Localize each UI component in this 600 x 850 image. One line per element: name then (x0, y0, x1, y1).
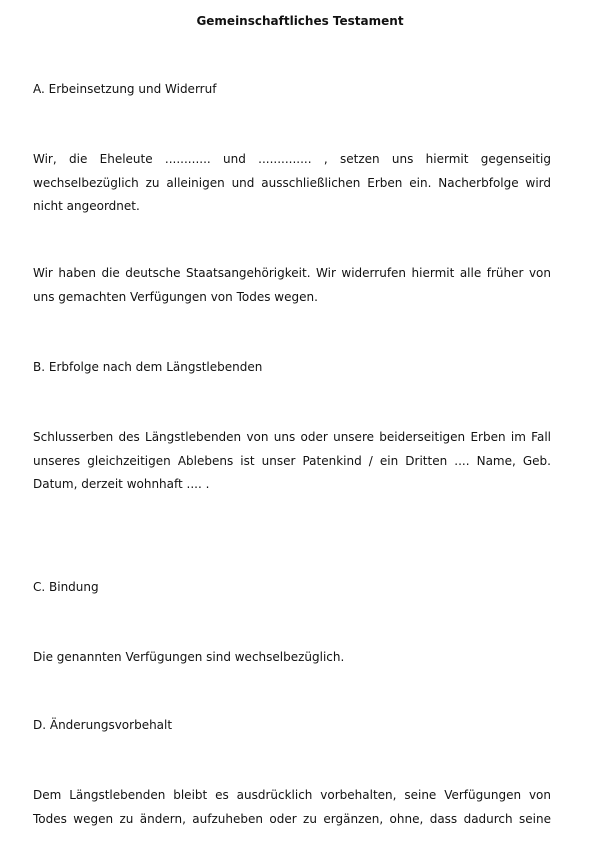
paragraph-line: Datum, derzeit wohnhaft .... . (33, 477, 210, 491)
section-c-paragraph-1 (33, 646, 551, 670)
section-b-heading: B. Erbfolge nach dem Längstlebenden (33, 360, 263, 374)
section-c-heading: C. Bindung (33, 580, 99, 594)
section-b-paragraph-1 (33, 426, 551, 497)
section-a-paragraph-1 (33, 148, 551, 219)
paragraph-line: Schlusserben des Längstlebenden von uns oder unsere beiderseitigen Erben im Fall (33, 430, 551, 444)
paragraph-line: Dem Längstlebenden bleibt es ausdrücklich vorbehalten, seine Verfügungen von (33, 788, 551, 802)
paragraph-line: nicht angeordnet. (33, 199, 140, 213)
document-title: Gemeinschaftliches Testament (196, 14, 404, 28)
section-d-heading: D. Änderungsvorbehalt (33, 718, 173, 732)
paragraph-line: Todes wegen zu ändern, aufzuheben oder zu ergänzen, ohne, dass dadurch seine (33, 811, 551, 826)
section-a-heading: A. Erbeinsetzung und Widerruf (33, 82, 217, 96)
paragraph-line: Wir, die Eheleute ............ und .............. , setzen uns hiermit gegenseitig (33, 152, 551, 166)
paragraph-line: wechselbezüglich zu alleinigen und ausschließlichen Erben ein. Nacherbfolge wird (33, 175, 551, 190)
section-a-paragraph-2 (33, 262, 551, 309)
paragraph-line: unseres gleichzeitigen Ablebens ist unser Patenkind / ein Dritten .... Name, Geb. (33, 453, 551, 468)
paragraph-line: Wir haben die deutsche Staatsangehörigkeit. Wir widerrufen hiermit alle früher von (33, 266, 551, 280)
section-d-paragraph-1 (33, 784, 551, 831)
paragraph-line: Die genannten Verfügungen sind wechselbezüglich. (33, 650, 345, 664)
paragraph-line: uns gemachten Verfügungen von Todes wegen. (33, 289, 318, 304)
